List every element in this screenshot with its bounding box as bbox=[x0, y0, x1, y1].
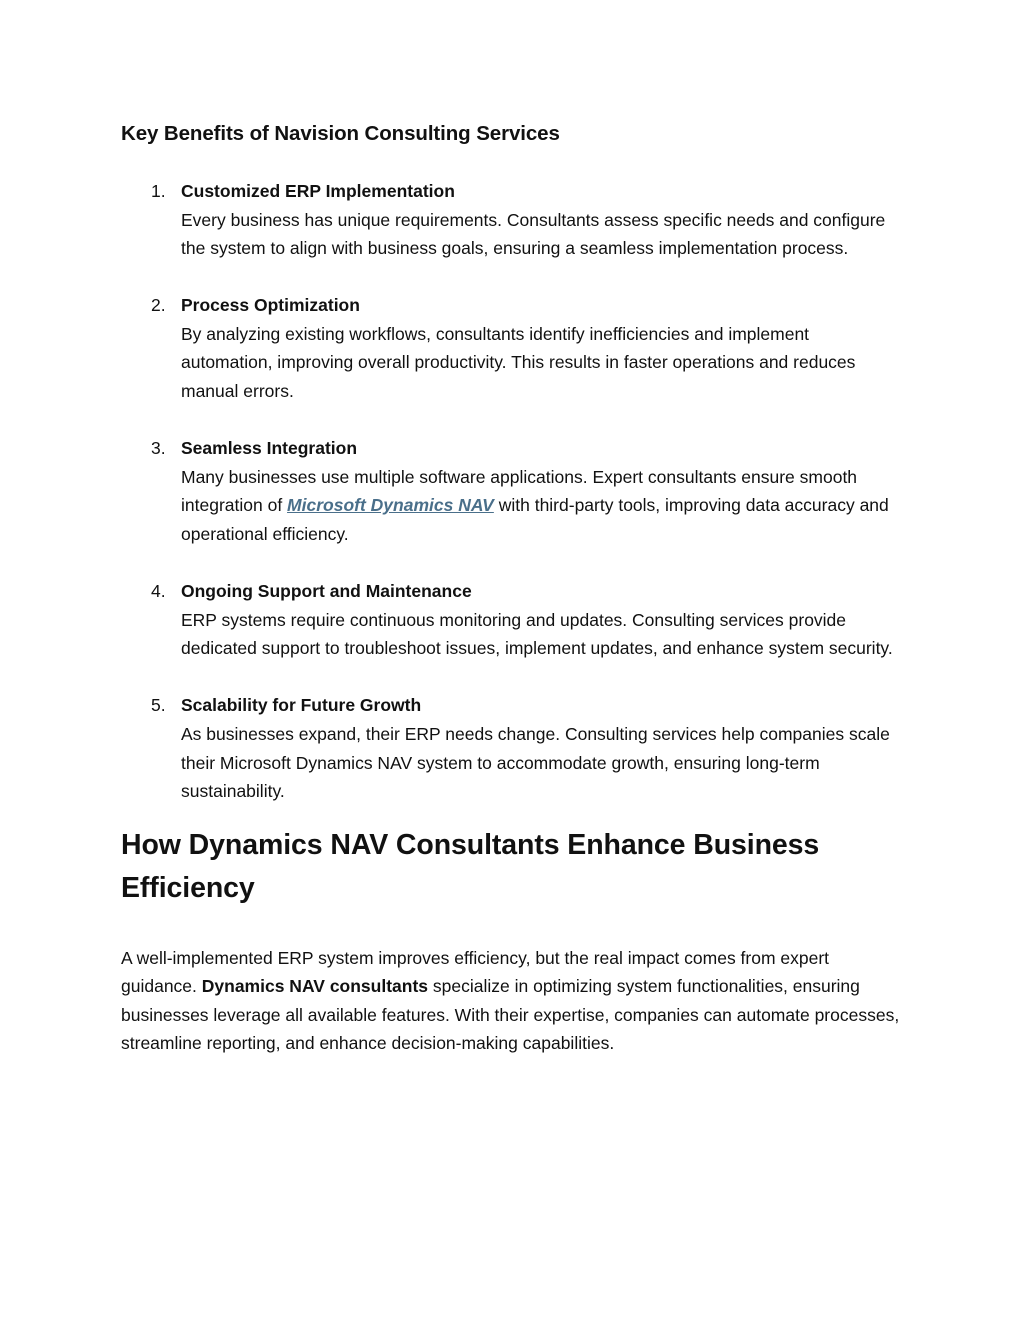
list-item bbox=[121, 291, 901, 405]
list-item-number: 4. bbox=[151, 581, 166, 602]
document-page bbox=[121, 118, 901, 1058]
body-paragraph bbox=[121, 944, 901, 1058]
list-item-body bbox=[181, 463, 901, 549]
paragraph-text: specialize in optimizing system functionalities, ensuring businesses leverage all available features. With their expertise, companies can automate processes, streamline reporting, and enhance decision-making capabilities. bbox=[121, 976, 900, 1054]
list-item bbox=[121, 177, 901, 263]
list-item-body: As businesses expand, their ERP needs change. Consulting services help companies scale their Microsoft Dynamics NAV system to accommodate growth, ensuring long-term sustainability. bbox=[181, 723, 890, 802]
main-heading: How Dynamics NAV Consultants Enhance Business Efficiency bbox=[121, 828, 820, 904]
list-item-number: 2. bbox=[151, 295, 166, 316]
list-item-body: Every business has unique requirements. Consultants assess specific needs and configure the system to align with business goals, ensuring a seamless implementation process. bbox=[181, 209, 886, 259]
list-item-number: 5. bbox=[151, 695, 166, 716]
list-item-number: 1. bbox=[151, 181, 166, 201]
benefits-list bbox=[121, 177, 901, 806]
list-item-body-text: Many businesses use multiple software applications. Expert consultants ensure smooth integration of bbox=[181, 466, 858, 516]
list-item-title: Process Optimization bbox=[181, 295, 360, 316]
list-item-number: 3. bbox=[151, 438, 166, 459]
paragraph-bold-text: Dynamics NAV consultants bbox=[201, 976, 429, 997]
paragraph-text: A well-implemented ERP system improves efficiency, but the real impact comes from expert guidance. bbox=[121, 947, 830, 997]
list-item-title: Scalability for Future Growth bbox=[181, 695, 422, 716]
list-item bbox=[121, 577, 901, 663]
list-item-title: Ongoing Support and Maintenance bbox=[181, 581, 472, 602]
list-item-title: Seamless Integration bbox=[181, 438, 358, 459]
microsoft-dynamics-nav-link[interactable]: Microsoft Dynamics NAV bbox=[287, 495, 494, 516]
list-item-body: ERP systems require continuous monitoring and updates. Consulting services provide dedicated support to troubleshoot issues, implement updates, and enhance system security. bbox=[181, 609, 893, 659]
list-item-body-text: with third-party tools, improving data accuracy and operational efficiency. bbox=[181, 495, 889, 544]
list-item bbox=[121, 434, 901, 548]
list-item-body: By analyzing existing workflows, consultants identify inefficiencies and implement automation, improving overall productivity. This results in faster operations and reduces manual errors. bbox=[181, 323, 856, 402]
list-item-title: Customized ERP Implementation bbox=[181, 181, 455, 201]
section-heading: Key Benefits of Navision Consulting Services bbox=[121, 122, 560, 145]
list-item bbox=[121, 691, 901, 805]
